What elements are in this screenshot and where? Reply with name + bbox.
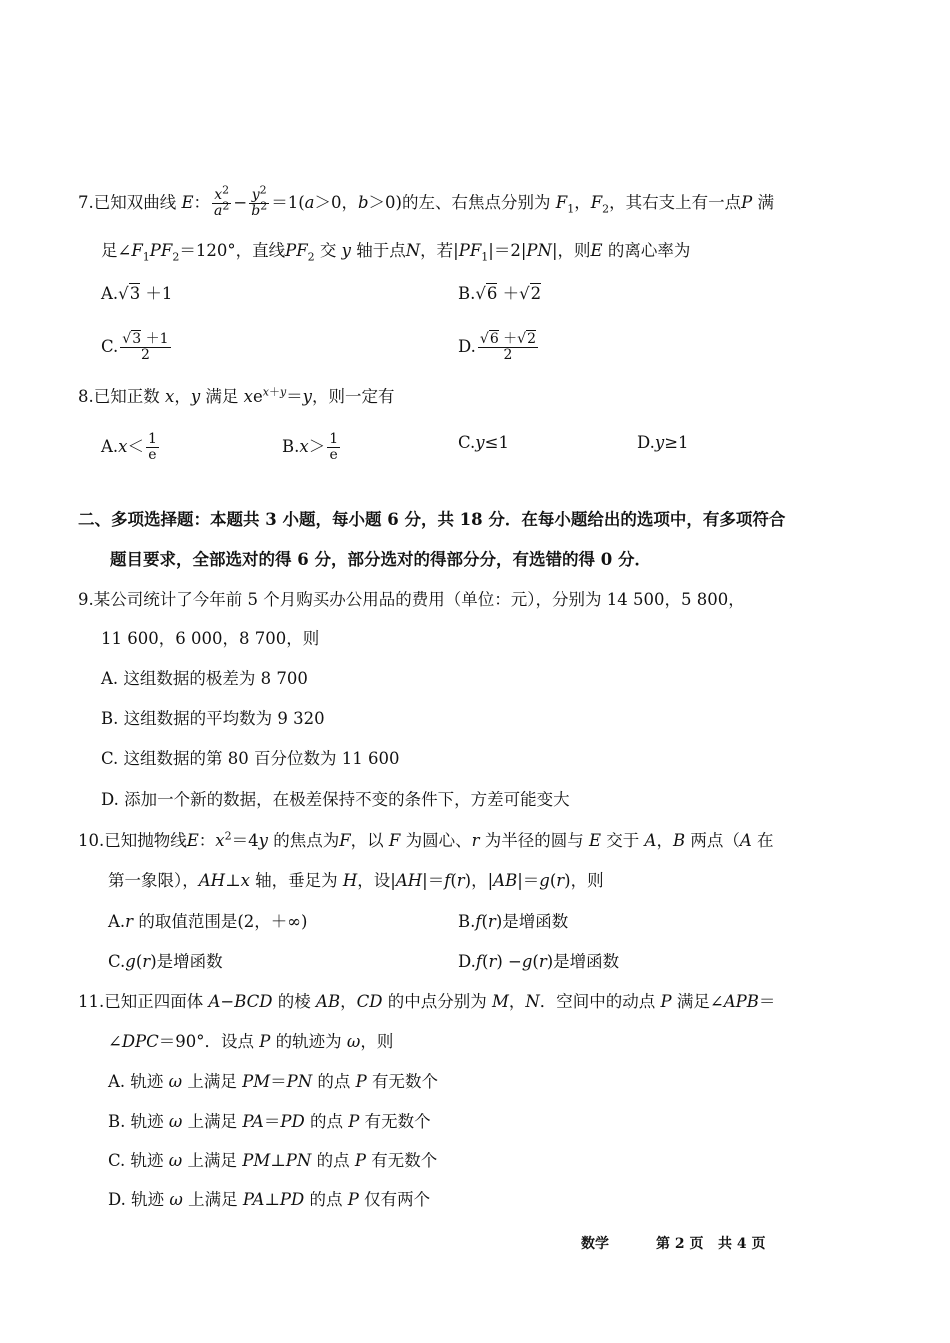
q9-option-a: A. 这组数据的极差为 8 700	[101, 669, 308, 688]
q10-line2: 第一象限），AH⊥x 轴，垂足为 H，设|AH|＝f(r)，|AB|＝g(r)，则	[108, 871, 604, 890]
q9-line1: 9.某公司统计了今年前 5 个月购买办公用品的费用（单位：元），分别为 14 500，5 800，	[78, 590, 745, 609]
q9-line2: 11 600，6 000，8 700，则	[101, 629, 320, 648]
q7-line2: 足$\angle F_1PF_2=120^\circ$，直线$PF_2$ 交 y 轴于点N，若$|PF_1|=2|PN|$，则E 的离心率为	[101, 241, 691, 264]
q8-option-a: A.x＜ $\frac{1}{e}$	[101, 431, 157, 463]
q11-option-c: C. 轨迹 ω 上满足 PM⊥PN 的点 P 有无数个	[108, 1151, 438, 1170]
q8-option-c: C.y≤1	[458, 433, 509, 452]
footer-page-number: 第 2 页	[656, 1236, 704, 1252]
section2-heading-line2: 题目要求，全部选对的得 6 分，部分选对的得部分分，有选错的得 0 分．	[110, 550, 651, 569]
q11-line1: 11.已知正四面体 A−BCD 的棱 AB，CD 的中点分别为 M，N．空间中的动点 P 满足∠APB＝	[78, 992, 776, 1011]
q9-option-d: D. 添加一个新的数据，在极差保持不变的条件下，方差可能变大	[101, 790, 570, 809]
q7-option-d: D. $\frac{√6 +√2}{2}$	[458, 331, 537, 363]
q11-option-b: B. 轨迹 ω 上满足 PA＝PD 的点 P 有无数个	[108, 1112, 431, 1131]
q7-line1: 7.已知双曲线 E： $\frac{x^2}{a^2}$ − $\frac{y^2}{b^2}$ ＝1(a＞0，b＞0)的左、右焦点分别为 $F_1$，$F_2$，其右支上有一点P 满	[78, 183, 774, 219]
q10-option-d: D.f(r) −g(r)是增函数	[458, 952, 620, 971]
q10-option-b: B.f(r)是增函数	[458, 912, 569, 931]
q10-option-c: C.g(r)是增函数	[108, 952, 223, 971]
q7-option-b: B.√6 ＋√2	[458, 284, 542, 303]
q11-option-a: A. 轨迹 ω 上满足 PM＝PN 的点 P 有无数个	[108, 1072, 439, 1091]
q11-option-d: D. 轨迹 ω 上满足 PA⊥PD 的点 P 仅有两个	[108, 1190, 431, 1209]
q9-option-c: C. 这组数据的第 80 百分位数为 11 600	[101, 749, 400, 768]
footer-total-pages: 共 4 页	[718, 1236, 766, 1252]
q7-option-c: C. $\frac{√3 +1}{2}$	[101, 331, 169, 363]
q8-option-b: B.x＞ $\frac{1}{e}$	[282, 431, 339, 463]
q9-option-b: B. 这组数据的平均数为 9 320	[101, 709, 325, 728]
footer-subject: 数学	[581, 1236, 609, 1252]
q8-option-d: D.y≥1	[637, 433, 689, 452]
q8-stem: 8.已知正数 x，y 满足 $xe^{x+y}=y$，则一定有	[78, 385, 395, 406]
q10-option-a: A.r 的取值范围是(2，＋∞)	[108, 912, 308, 931]
q10-line1: 10.已知抛物线E：$x^2=4y$ 的焦点为F，以 F 为圆心、r 为半径的圆与 E 交于 A，B 两点（A 在	[78, 829, 774, 850]
q11-line2: ∠DPC＝90°．设点 P 的轨迹为 ω，则	[108, 1032, 394, 1051]
section2-heading-line1: 二、多项选择题：本题共 3 小题，每小题 6 分，共 18 分．在每小题给出的选项中，有多项符合	[78, 510, 786, 529]
q7-option-a: A.√3 ＋1	[101, 284, 173, 303]
